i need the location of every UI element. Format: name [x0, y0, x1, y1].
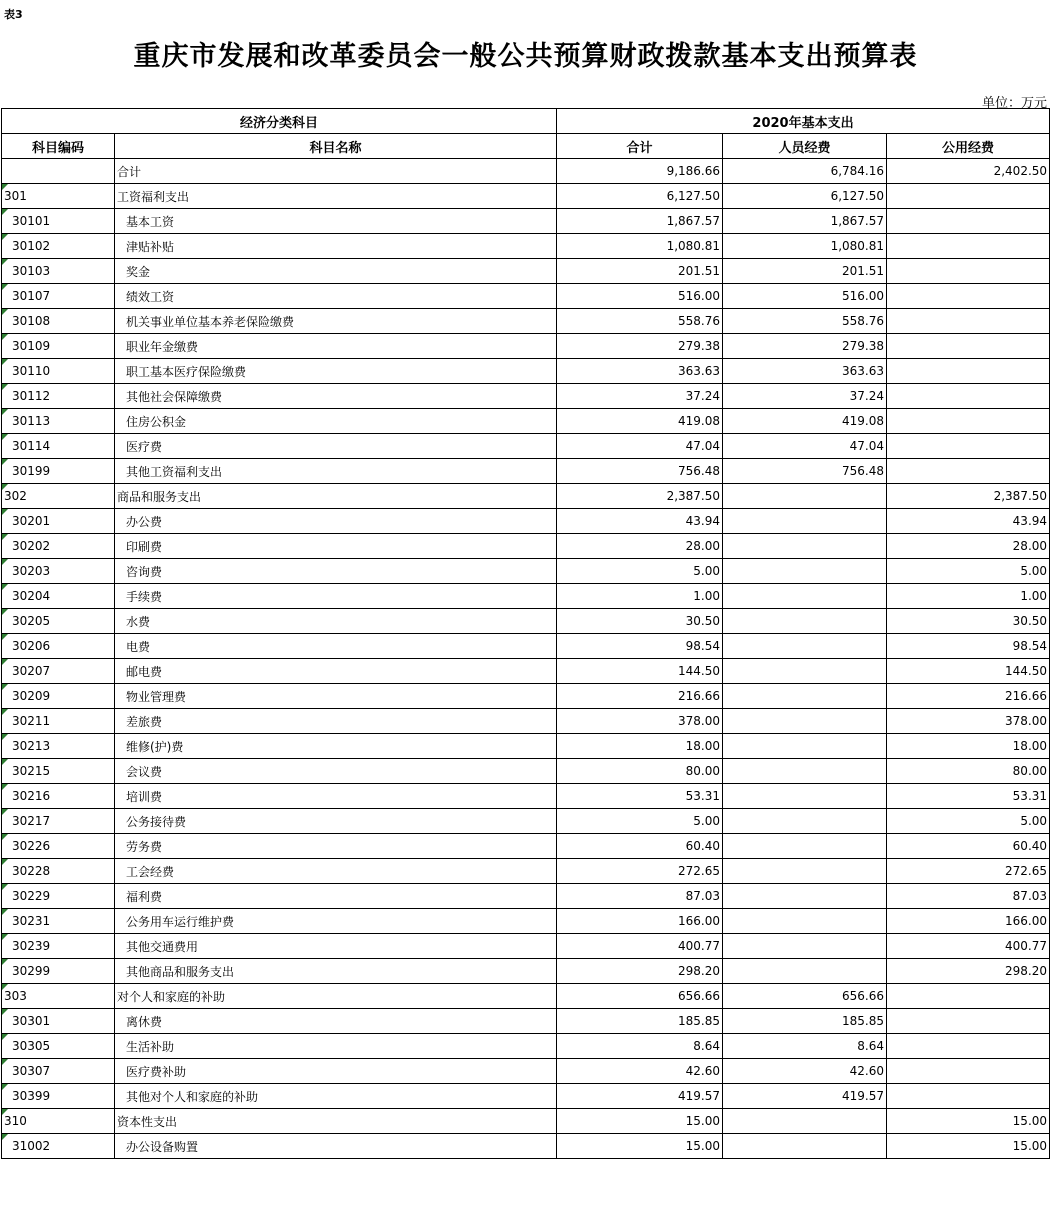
row-personnel: 37.24	[723, 384, 887, 409]
budget-table	[1, 108, 1050, 1159]
row-total: 1,867.57	[557, 209, 723, 234]
row-personnel	[723, 1109, 887, 1134]
row-total: 5.00	[557, 559, 723, 584]
row-personnel	[723, 609, 887, 634]
row-public	[887, 234, 1050, 259]
row-total: 6,127.50	[557, 184, 723, 209]
row-personnel: 419.08	[723, 409, 887, 434]
table-row	[2, 484, 1050, 509]
row-name: 印刷费	[115, 534, 557, 559]
row-personnel	[723, 534, 887, 559]
row-total: 419.08	[557, 409, 723, 434]
row-total: 9,186.66	[557, 159, 723, 184]
row-public: 2,402.50	[887, 159, 1050, 184]
table-row	[2, 659, 1050, 684]
row-total: 756.48	[557, 459, 723, 484]
table-row	[2, 434, 1050, 459]
row-code: 301	[2, 184, 115, 209]
row-name: 津贴补贴	[115, 234, 557, 259]
header-total: 合计	[557, 134, 723, 159]
row-code: 30217	[2, 809, 115, 834]
row-total: 216.66	[557, 684, 723, 709]
row-code: 30215	[2, 759, 115, 784]
row-personnel	[723, 509, 887, 534]
table-row	[2, 334, 1050, 359]
row-name: 劳务费	[115, 834, 557, 859]
table-row	[2, 234, 1050, 259]
table-row	[2, 884, 1050, 909]
table-row	[2, 459, 1050, 484]
row-personnel: 6,784.16	[723, 159, 887, 184]
row-name: 公务接待费	[115, 809, 557, 834]
row-total: 30.50	[557, 609, 723, 634]
row-public: 28.00	[887, 534, 1050, 559]
row-total: 37.24	[557, 384, 723, 409]
table-label: 表3	[4, 8, 23, 21]
row-public: 2,387.50	[887, 484, 1050, 509]
row-public: 18.00	[887, 734, 1050, 759]
row-personnel: 558.76	[723, 309, 887, 334]
row-name: 工资福利支出	[115, 184, 557, 209]
row-code: 30112	[2, 384, 115, 409]
row-public: 15.00	[887, 1134, 1050, 1159]
row-code: 30226	[2, 834, 115, 859]
row-total: 42.60	[557, 1059, 723, 1084]
row-personnel: 42.60	[723, 1059, 887, 1084]
row-code: 30299	[2, 959, 115, 984]
row-personnel	[723, 709, 887, 734]
table-row	[2, 909, 1050, 934]
row-code: 30205	[2, 609, 115, 634]
table-row	[2, 684, 1050, 709]
row-code: 30204	[2, 584, 115, 609]
row-total: 2,387.50	[557, 484, 723, 509]
row-name: 电费	[115, 634, 557, 659]
table-row	[2, 284, 1050, 309]
row-code: 30207	[2, 659, 115, 684]
row-personnel: 47.04	[723, 434, 887, 459]
row-name: 公务用车运行维护费	[115, 909, 557, 934]
row-personnel: 516.00	[723, 284, 887, 309]
row-public: 30.50	[887, 609, 1050, 634]
row-personnel	[723, 559, 887, 584]
table-row	[2, 784, 1050, 809]
row-public: 272.65	[887, 859, 1050, 884]
row-public	[887, 259, 1050, 284]
row-code: 30239	[2, 934, 115, 959]
row-total: 98.54	[557, 634, 723, 659]
row-name: 水费	[115, 609, 557, 634]
table-row	[2, 859, 1050, 884]
row-name: 邮电费	[115, 659, 557, 684]
row-public: 216.66	[887, 684, 1050, 709]
row-code: 30216	[2, 784, 115, 809]
row-code: 30114	[2, 434, 115, 459]
row-personnel: 201.51	[723, 259, 887, 284]
row-name: 其他商品和服务支出	[115, 959, 557, 984]
row-personnel: 363.63	[723, 359, 887, 384]
row-personnel	[723, 584, 887, 609]
row-public: 400.77	[887, 934, 1050, 959]
row-total: 1.00	[557, 584, 723, 609]
row-public: 15.00	[887, 1109, 1050, 1134]
row-code: 31002	[2, 1134, 115, 1159]
table-row	[2, 584, 1050, 609]
row-public	[887, 1009, 1050, 1034]
row-personnel: 279.38	[723, 334, 887, 359]
row-public	[887, 1059, 1050, 1084]
table-row	[2, 1059, 1050, 1084]
row-total: 656.66	[557, 984, 723, 1009]
row-personnel	[723, 659, 887, 684]
row-code: 30110	[2, 359, 115, 384]
row-public	[887, 459, 1050, 484]
row-public: 144.50	[887, 659, 1050, 684]
row-total: 15.00	[557, 1109, 723, 1134]
row-code: 30107	[2, 284, 115, 309]
row-name: 医疗费补助	[115, 1059, 557, 1084]
row-name: 其他对个人和家庭的补助	[115, 1084, 557, 1109]
row-personnel: 656.66	[723, 984, 887, 1009]
header-row-group	[2, 109, 1050, 134]
row-total: 28.00	[557, 534, 723, 559]
row-name: 奖金	[115, 259, 557, 284]
table-row	[2, 309, 1050, 334]
row-personnel	[723, 809, 887, 834]
row-total: 144.50	[557, 659, 723, 684]
row-code: 30229	[2, 884, 115, 909]
row-public	[887, 1034, 1050, 1059]
row-personnel: 6,127.50	[723, 184, 887, 209]
row-code: 30213	[2, 734, 115, 759]
table-row	[2, 259, 1050, 284]
row-personnel	[723, 634, 887, 659]
row-total: 47.04	[557, 434, 723, 459]
row-name: 其他交通费用	[115, 934, 557, 959]
row-code	[2, 159, 115, 184]
row-code: 30206	[2, 634, 115, 659]
row-total: 279.38	[557, 334, 723, 359]
row-public	[887, 409, 1050, 434]
table-row	[2, 984, 1050, 1009]
table-row	[2, 759, 1050, 784]
row-code: 30307	[2, 1059, 115, 1084]
row-name: 咨询费	[115, 559, 557, 584]
row-code: 30203	[2, 559, 115, 584]
row-public: 60.40	[887, 834, 1050, 859]
table-row	[2, 184, 1050, 209]
row-name: 办公设备购置	[115, 1134, 557, 1159]
table-row	[2, 559, 1050, 584]
row-public: 166.00	[887, 909, 1050, 934]
row-personnel	[723, 909, 887, 934]
header-public: 公用经费	[887, 134, 1050, 159]
row-name: 机关事业单位基本养老保险缴费	[115, 309, 557, 334]
table-row	[2, 709, 1050, 734]
row-public	[887, 334, 1050, 359]
table-row	[2, 1109, 1050, 1134]
row-code: 30301	[2, 1009, 115, 1034]
row-code: 310	[2, 1109, 115, 1134]
row-public: 378.00	[887, 709, 1050, 734]
header-name: 科目名称	[115, 134, 557, 159]
row-total: 15.00	[557, 1134, 723, 1159]
row-name: 商品和服务支出	[115, 484, 557, 509]
row-name: 物业管理费	[115, 684, 557, 709]
row-personnel: 756.48	[723, 459, 887, 484]
header-economic-classification: 经济分类科目	[2, 109, 557, 134]
table-row	[2, 934, 1050, 959]
row-public	[887, 434, 1050, 459]
row-total: 18.00	[557, 734, 723, 759]
table-row	[2, 834, 1050, 859]
row-public	[887, 309, 1050, 334]
header-code: 科目编码	[2, 134, 115, 159]
table-row	[2, 534, 1050, 559]
row-personnel	[723, 1134, 887, 1159]
row-public: 98.54	[887, 634, 1050, 659]
row-code: 30209	[2, 684, 115, 709]
row-code: 30201	[2, 509, 115, 534]
row-public: 298.20	[887, 959, 1050, 984]
row-name: 职业年金缴费	[115, 334, 557, 359]
row-public: 80.00	[887, 759, 1050, 784]
row-personnel	[723, 859, 887, 884]
table-row	[2, 609, 1050, 634]
row-name: 基本工资	[115, 209, 557, 234]
row-total: 60.40	[557, 834, 723, 859]
row-code: 30231	[2, 909, 115, 934]
row-name: 培训费	[115, 784, 557, 809]
row-total: 516.00	[557, 284, 723, 309]
row-total: 400.77	[557, 934, 723, 959]
row-total: 166.00	[557, 909, 723, 934]
row-code: 302	[2, 484, 115, 509]
row-name: 会议费	[115, 759, 557, 784]
row-personnel	[723, 834, 887, 859]
table-row	[2, 359, 1050, 384]
table-row	[2, 1084, 1050, 1109]
row-name: 工会经费	[115, 859, 557, 884]
row-name: 维修(护)费	[115, 734, 557, 759]
table-row	[2, 734, 1050, 759]
row-code: 30109	[2, 334, 115, 359]
table-row	[2, 1134, 1050, 1159]
table-row	[2, 1034, 1050, 1059]
table-row	[2, 1009, 1050, 1034]
row-personnel	[723, 734, 887, 759]
row-total: 1,080.81	[557, 234, 723, 259]
row-name: 差旅费	[115, 709, 557, 734]
row-name: 医疗费	[115, 434, 557, 459]
row-name: 离休费	[115, 1009, 557, 1034]
row-total: 80.00	[557, 759, 723, 784]
row-personnel	[723, 959, 887, 984]
row-total: 8.64	[557, 1034, 723, 1059]
row-public	[887, 384, 1050, 409]
row-code: 30101	[2, 209, 115, 234]
row-personnel: 419.57	[723, 1084, 887, 1109]
table-row	[2, 384, 1050, 409]
table-row	[2, 409, 1050, 434]
table-row	[2, 809, 1050, 834]
row-personnel	[723, 684, 887, 709]
row-public: 5.00	[887, 809, 1050, 834]
row-total: 363.63	[557, 359, 723, 384]
row-total: 272.65	[557, 859, 723, 884]
row-personnel	[723, 884, 887, 909]
table-row	[2, 634, 1050, 659]
row-total: 53.31	[557, 784, 723, 809]
row-total: 43.94	[557, 509, 723, 534]
row-total: 185.85	[557, 1009, 723, 1034]
row-personnel	[723, 934, 887, 959]
row-personnel	[723, 784, 887, 809]
row-name: 其他社会保障缴费	[115, 384, 557, 409]
row-personnel: 8.64	[723, 1034, 887, 1059]
row-total: 201.51	[557, 259, 723, 284]
row-code: 30113	[2, 409, 115, 434]
row-personnel: 185.85	[723, 1009, 887, 1034]
row-public	[887, 184, 1050, 209]
row-personnel	[723, 484, 887, 509]
table-row	[2, 509, 1050, 534]
row-personnel: 1,867.57	[723, 209, 887, 234]
row-code: 303	[2, 984, 115, 1009]
row-code: 30228	[2, 859, 115, 884]
row-code: 30102	[2, 234, 115, 259]
row-public	[887, 1084, 1050, 1109]
row-public	[887, 209, 1050, 234]
row-name: 资本性支出	[115, 1109, 557, 1134]
row-code: 30202	[2, 534, 115, 559]
row-name: 福利费	[115, 884, 557, 909]
table-body	[2, 159, 1050, 1159]
row-code: 30108	[2, 309, 115, 334]
row-name: 合计	[115, 159, 557, 184]
row-name: 绩效工资	[115, 284, 557, 309]
row-public: 5.00	[887, 559, 1050, 584]
row-code: 30211	[2, 709, 115, 734]
row-public: 53.31	[887, 784, 1050, 809]
row-public	[887, 984, 1050, 1009]
row-code: 30305	[2, 1034, 115, 1059]
row-total: 378.00	[557, 709, 723, 734]
row-name: 办公费	[115, 509, 557, 534]
row-name: 生活补助	[115, 1034, 557, 1059]
row-total: 5.00	[557, 809, 723, 834]
row-name: 手续费	[115, 584, 557, 609]
row-total: 419.57	[557, 1084, 723, 1109]
row-public	[887, 359, 1050, 384]
row-personnel: 1,080.81	[723, 234, 887, 259]
header-basic-expenditure: 2020年基本支出	[557, 109, 1050, 134]
row-total: 298.20	[557, 959, 723, 984]
page-title: 重庆市发展和改革委员会一般公共预算财政拨款基本支出预算表	[133, 41, 918, 72]
row-name: 住房公积金	[115, 409, 557, 434]
table-row	[2, 209, 1050, 234]
row-name: 其他工资福利支出	[115, 459, 557, 484]
row-name: 职工基本医疗保险缴费	[115, 359, 557, 384]
row-public: 87.03	[887, 884, 1050, 909]
row-total: 87.03	[557, 884, 723, 909]
row-code: 30103	[2, 259, 115, 284]
header-row-columns	[2, 134, 1050, 159]
table-row	[2, 159, 1050, 184]
header-personnel: 人员经费	[723, 134, 887, 159]
row-personnel	[723, 759, 887, 784]
row-name: 对个人和家庭的补助	[115, 984, 557, 1009]
row-code: 30399	[2, 1084, 115, 1109]
row-public: 43.94	[887, 509, 1050, 534]
table-row	[2, 959, 1050, 984]
row-code: 30199	[2, 459, 115, 484]
row-public: 1.00	[887, 584, 1050, 609]
row-total: 558.76	[557, 309, 723, 334]
unit-note: 单位：万元	[981, 96, 1047, 111]
row-public	[887, 284, 1050, 309]
